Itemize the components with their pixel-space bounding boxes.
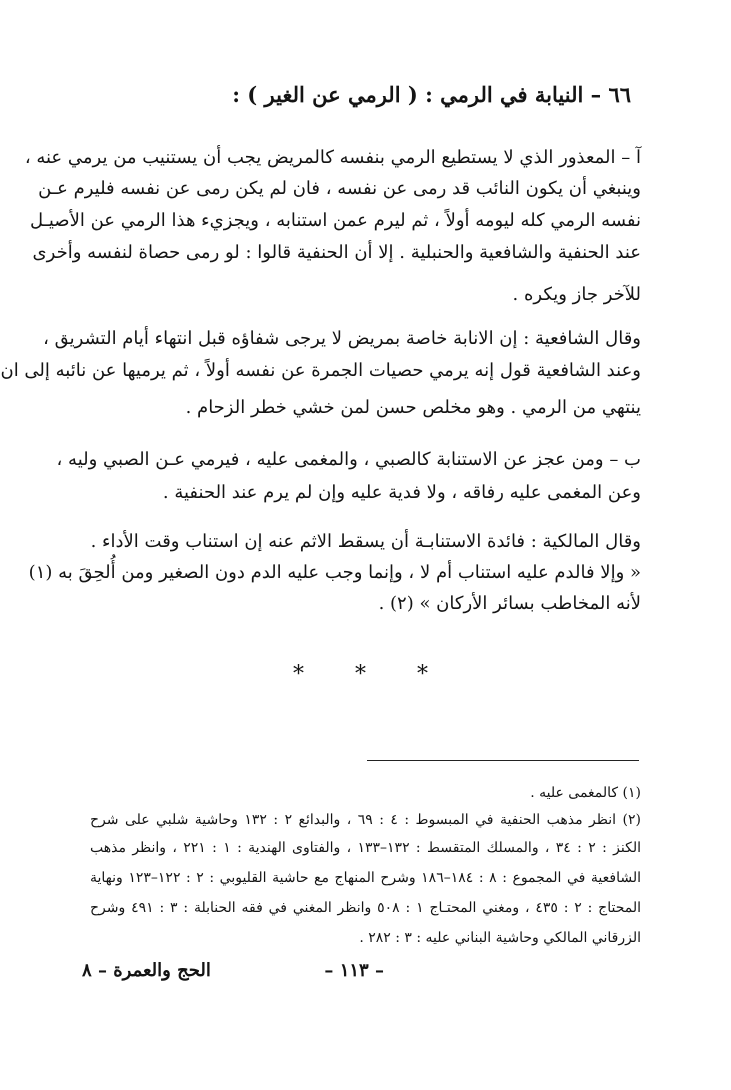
body-line: آ – المعذور الذي لا يستطيع الرمي بنفسه كالمريض يجب أن يستنيب من يرمي عنه ، — [24, 147, 641, 168]
body-line: وقال المالكية : فائدة الاستنابـة أن يسقط الاثم عنه إن استناب وقت الأداء . — [90, 531, 641, 552]
page-footer — [82, 960, 639, 986]
body-line: وعند الشافعية قول إنه يرمي حصيات الجمرة عن نفسه أولاً ، ثم يرميها عن نائبه إلى ان — [0, 360, 641, 381]
body-line: للآخر جاز ويكره . — [512, 284, 641, 305]
footnote-line: (١) كالمغمى عليه . — [530, 785, 641, 801]
footnote-line: الكنز : ٢ : ٣٤ ، والمسلك المتقسط : ١٣٢–١٣٣ ، والفتاوى الهندية : ١ : ٢٢١ ، وانظر مذهب — [90, 840, 641, 856]
body-line: ب – ومن عجز عن الاستنابة كالصبي ، والمغمى عليه ، فيرمي عـن الصبي وليه ، — [56, 449, 641, 470]
body-line: لأنه المخاطب بسائر الأركان » (٢) . — [378, 593, 641, 614]
page-number: – ١١٣ – — [324, 960, 384, 981]
body-line: وقال الشافعية : إن الانابة خاصة بمريض لا يرجى شفاؤه قبل انتهاء أيام التشريق ، — [43, 328, 641, 349]
footnote-line: الشافعية في المجموع : ٨ : ١٨٤–١٨٦ وشرح المنهاج مع حاشية القليوبي : ٢ : ١٢٢–١٢٣ ونهاية — [90, 870, 641, 886]
footnote-rule — [367, 760, 639, 761]
body-line: وينبغي أن يكون النائب قد رمى عن نفسه ، فان لم يكن رمى عن نفسه فليرم عـن — [38, 178, 641, 199]
footnote-line: المحتاج : ٢ : ٤٣٥ ، ومغني المحتـاج ١ : ٥٠٨ وانظر المغني في فقه الحنابلة : ٣ : ٤٩١ وشرح — [90, 900, 641, 916]
body-line: عند الحنفية والشافعية والحنبلية . إلا أن الحنفية قالوا : لو رمى حصاة لنفسه وأخرى — [32, 242, 641, 263]
running-title: الحج والعمرة – ٨ — [82, 960, 211, 981]
body-line: وعن المغمى عليه رفاقه ، ولا فدية عليه وإن لم يرم عند الحنفية . — [162, 482, 641, 503]
section-separator: * * * — [293, 662, 450, 687]
body-line: نفسه الرمي كله ليومه أولاً ، ثم ليرم عمن استنابه ، ويجزيء هذا الرمي عن الأصيـل — [29, 210, 641, 231]
section-heading: ٦٦ – النيابة في الرمي : ( الرمي عن الغير ) : — [232, 82, 631, 107]
body-line: ينتهي من الرمي . وهو مخلص حسن لمن خشي خطر الزحام . — [185, 397, 641, 418]
footnote-line: (٢) انظر مذهب الحنفية في المبسوط : ٤ : ٦٩ ، والبدائع ٢ : ١٣٢ وحاشية شلبي على شرح — [90, 812, 641, 828]
body-line: « وإلا فالدم عليه استناب أم لا ، وإنما وجب عليه الدم دون الصغير ومن أُلحِقَ به (١) — [28, 562, 641, 583]
footnote-line: الزرقاني المالكي وحاشية البناني عليه : ٣ : ٢٨٢ . — [359, 930, 641, 946]
